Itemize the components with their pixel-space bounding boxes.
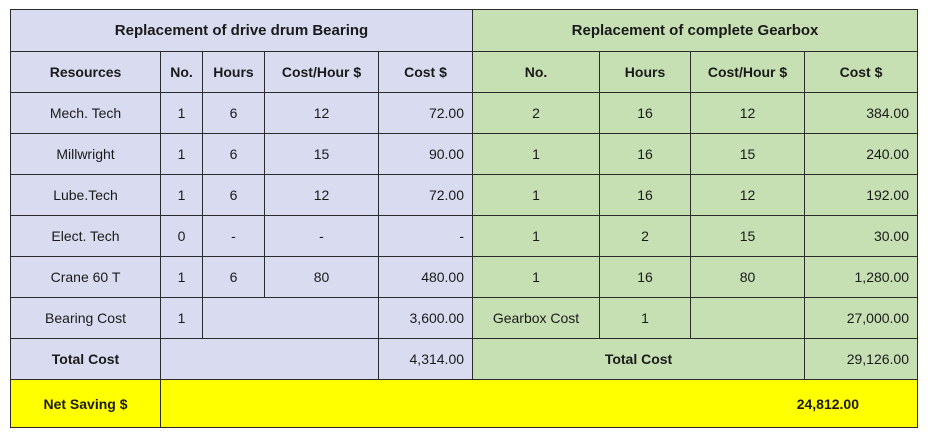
- right-no: 1: [473, 134, 600, 175]
- right-cost: 1,280.00: [805, 257, 918, 298]
- left-hours: 6: [203, 134, 265, 175]
- col-header-cost-hour: Cost/Hour $: [691, 52, 805, 93]
- col-header-hours: Hours: [203, 52, 265, 93]
- left-no: 0: [161, 216, 203, 257]
- resource-name: Millwright: [11, 134, 161, 175]
- col-header-cost-hour: Cost/Hour $: [265, 52, 379, 93]
- col-header-no: No.: [161, 52, 203, 93]
- net-saving-row: [11, 380, 918, 428]
- right-cost: 192.00: [805, 175, 918, 216]
- gearbox-no: 1: [600, 298, 691, 339]
- right-hours: 16: [600, 93, 691, 134]
- right-total-label: Total Cost: [473, 339, 805, 380]
- right-hours: 2: [600, 216, 691, 257]
- table-row: [11, 93, 918, 134]
- left-cost: 72.00: [379, 175, 473, 216]
- col-header-resources: Resources: [11, 52, 161, 93]
- col-header-hours: Hours: [600, 52, 691, 93]
- left-no: 1: [161, 175, 203, 216]
- bearing-cost-label: Bearing Cost: [11, 298, 161, 339]
- resource-name: Mech. Tech: [11, 93, 161, 134]
- right-hours: 16: [600, 175, 691, 216]
- right-cost-per-hour: 80: [691, 257, 805, 298]
- right-cost-per-hour: 12: [691, 175, 805, 216]
- column-header-row: [11, 52, 918, 93]
- col-header-cost: Cost $: [379, 52, 473, 93]
- left-no: 1: [161, 93, 203, 134]
- left-hours: 6: [203, 257, 265, 298]
- net-saving-label: Net Saving $: [11, 380, 161, 428]
- title-row: [11, 10, 918, 52]
- empty-cell: [691, 298, 805, 339]
- bearing-cost-value: 3,600.00: [379, 298, 473, 339]
- left-cost-per-hour: 12: [265, 175, 379, 216]
- right-cost-per-hour: 12: [691, 93, 805, 134]
- left-cost: 72.00: [379, 93, 473, 134]
- resource-rows: [11, 93, 918, 298]
- right-cost: 240.00: [805, 134, 918, 175]
- parts-cost-row: [11, 298, 918, 339]
- right-hours: 16: [600, 134, 691, 175]
- left-hours: 6: [203, 93, 265, 134]
- table-row: [11, 175, 918, 216]
- resource-name: Lube.Tech: [11, 175, 161, 216]
- table-row: [11, 257, 918, 298]
- col-header-no: No.: [473, 52, 600, 93]
- left-hours: 6: [203, 175, 265, 216]
- right-no: 1: [473, 216, 600, 257]
- left-cost: -: [379, 216, 473, 257]
- table-row: [11, 216, 918, 257]
- right-section-title: Replacement of complete Gearbox: [473, 10, 918, 52]
- resource-name: Elect. Tech: [11, 216, 161, 257]
- cost-comparison-table: [10, 9, 918, 428]
- right-cost: 384.00: [805, 93, 918, 134]
- right-no: 1: [473, 257, 600, 298]
- left-cost-per-hour: -: [265, 216, 379, 257]
- right-hours: 16: [600, 257, 691, 298]
- left-hours: -: [203, 216, 265, 257]
- left-no: 1: [161, 134, 203, 175]
- left-total-label: Total Cost: [11, 339, 161, 380]
- left-cost: 90.00: [379, 134, 473, 175]
- total-cost-row: [11, 339, 918, 380]
- net-saving-value: 24,812.00: [161, 380, 918, 428]
- gearbox-cost-value: 27,000.00: [805, 298, 918, 339]
- left-total-value: 4,314.00: [379, 339, 473, 380]
- table-row: [11, 134, 918, 175]
- bearing-no: 1: [161, 298, 203, 339]
- right-total-value: 29,126.00: [805, 339, 918, 380]
- right-cost: 30.00: [805, 216, 918, 257]
- empty-cell: [161, 339, 379, 380]
- left-no: 1: [161, 257, 203, 298]
- gearbox-cost-label: Gearbox Cost: [473, 298, 600, 339]
- empty-cell: [203, 298, 379, 339]
- resource-name: Crane 60 T: [11, 257, 161, 298]
- right-cost-per-hour: 15: [691, 216, 805, 257]
- left-cost: 480.00: [379, 257, 473, 298]
- left-cost-per-hour: 12: [265, 93, 379, 134]
- right-no: 1: [473, 175, 600, 216]
- left-cost-per-hour: 15: [265, 134, 379, 175]
- col-header-cost: Cost $: [805, 52, 918, 93]
- right-no: 2: [473, 93, 600, 134]
- left-cost-per-hour: 80: [265, 257, 379, 298]
- right-cost-per-hour: 15: [691, 134, 805, 175]
- left-section-title: Replacement of drive drum Bearing: [11, 10, 473, 52]
